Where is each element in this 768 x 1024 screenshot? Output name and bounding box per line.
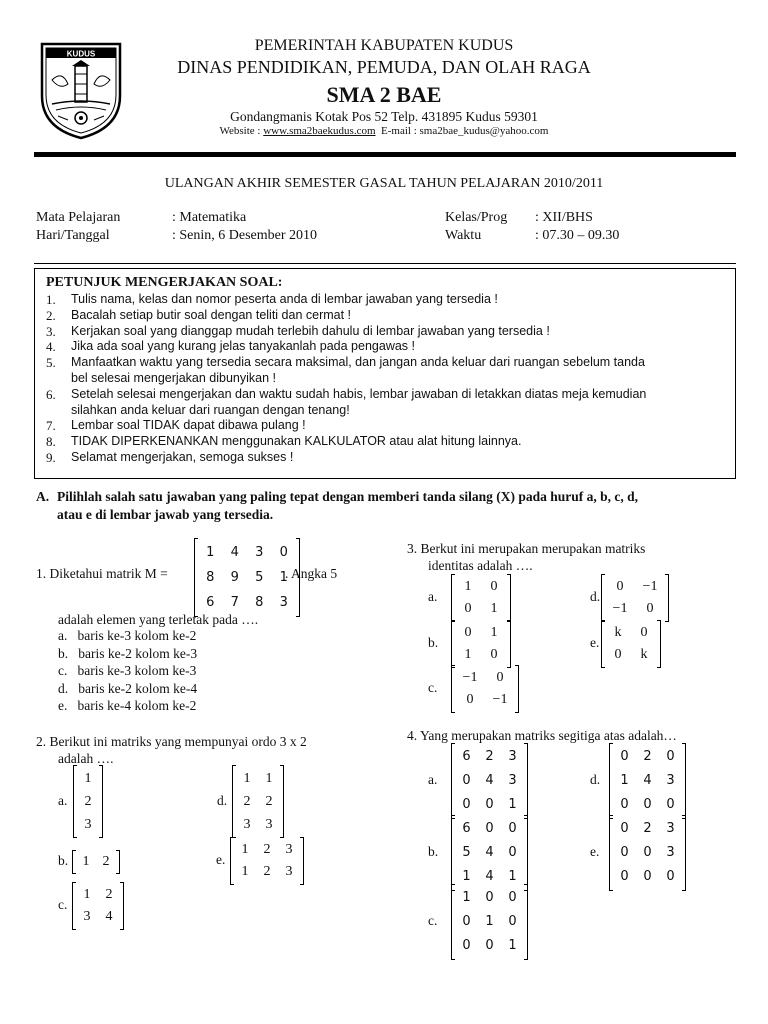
matrix-cell: 0 [508, 845, 517, 860]
matrix-cell: 3 [666, 821, 675, 836]
option-label[interactable]: e. [216, 852, 226, 867]
matrix-cell: 0 [620, 797, 629, 812]
q3-matrix-b [451, 620, 511, 668]
header-line1: PEMERINTAH KABUPATEN KUDUS [254, 37, 514, 54]
instruction-number: 6. [46, 386, 56, 402]
matrix-cell: 0 [485, 938, 494, 953]
matrix-cell: 1 [620, 773, 629, 788]
matrix-cell: 6 [462, 749, 471, 764]
time-label: Waktu [445, 228, 482, 243]
matrix-right-bracket [524, 743, 528, 819]
option-label[interactable]: c. [428, 680, 438, 695]
q1-matrix [194, 538, 300, 617]
matrix-cell: 1 [243, 770, 251, 786]
website-link[interactable]: www.sma2baekudus.com [263, 125, 376, 137]
matrix-cell: 0 [620, 749, 629, 764]
q3-matrix-d [601, 574, 669, 622]
matrix-cell: 4 [485, 845, 494, 860]
matrix-cell: 0 [490, 647, 498, 662]
instruction-text: silahkan anda keluar dari ruangan dengan tenang! [71, 402, 350, 417]
q2-matrix-a [73, 765, 103, 838]
section-a-instruction-1: Pilihlah salah satu jawaban yang paling tepat dengan memberi tanda silang (X) pada huruf a, b, c, d, [57, 489, 638, 504]
matrix-cell: 2 [265, 793, 273, 809]
instruction-text: Setelah selesai mengerjakan dan waktu sudah habis, lembar jawaban di letakkan diatas meja kemudian [71, 386, 647, 401]
matrix-cell: 2 [643, 749, 652, 764]
section-a-instruction-2: atau e di lembar jawab yang tersedia. [57, 507, 274, 522]
q4-matrix-e [609, 815, 686, 891]
matrix-right-bracket [116, 850, 120, 874]
matrix-cell: 3 [508, 749, 517, 764]
matrix-cell: 0 [466, 692, 474, 707]
instruction-number: 7. [46, 418, 56, 434]
matrix-cell: 0 [643, 869, 652, 884]
matrix-cell: 0 [666, 749, 675, 764]
instruction-number: 2. [46, 307, 56, 323]
class-label: Kelas/Prog [445, 210, 508, 225]
matrix-cell: 9 [230, 569, 239, 585]
matrix-cell: 3 [666, 773, 675, 788]
instruction-item [46, 308, 726, 324]
matrix-cell: 4 [485, 869, 494, 884]
q1-stem-post: . Angka 5 [285, 566, 338, 581]
matrix-cell: 0 [462, 797, 471, 812]
school-name: SMA 2 BAE [326, 82, 442, 107]
instructions-list [46, 292, 726, 466]
instruction-item [46, 450, 726, 466]
header-line2: DINAS PENDIDIKAN, PEMUDA, DAN OLAH RAGA [177, 57, 591, 77]
matrix-cell: −1 [492, 692, 508, 707]
matrix-cell: 1 [508, 797, 517, 812]
matrix-cell: 4 [643, 773, 652, 788]
matrix-cell: 5 [255, 569, 264, 585]
matrix-cell: 0 [496, 670, 504, 685]
matrix-cell: 3 [285, 864, 293, 879]
school-address: Gondangmanis Kotak Pos 52 Telp. 431895 Kudus 59301 [230, 109, 538, 124]
matrix-cell: 1 [241, 864, 249, 879]
time-value: : 07.30 – 09.30 [535, 228, 620, 243]
q1-stem-2: adalah elemen yang terletak pada …. [58, 612, 259, 627]
instruction-text: Manfaatkan waktu yang tersedia secara maksimal, dan jangan anda keluar dari ruangan sebelum tanda [71, 355, 645, 370]
instruction-text: Jika ada soal yang kurang jelas tanyakanlah pada pengawas ! [71, 339, 415, 354]
matrix-cell: 1 [462, 869, 471, 884]
matrix-cell: 3 [243, 816, 251, 832]
matrix-cell: 1 [508, 938, 517, 953]
matrix-cell: 0 [508, 890, 517, 905]
instruction-item [46, 418, 726, 434]
day-label: Hari/Tanggal [36, 228, 110, 243]
matrix-right-bracket [296, 538, 300, 617]
matrix-cell: 0 [646, 601, 654, 616]
matrix-right-bracket [507, 620, 511, 668]
matrix-right-bracket [665, 574, 669, 622]
matrix-cell: 0 [464, 601, 472, 616]
matrix-right-bracket [515, 665, 519, 713]
matrix-cell: 1 [490, 625, 498, 640]
q2-matrix-e [230, 837, 304, 885]
matrix-cell: 1 [265, 770, 273, 786]
matrix-cell: 1 [241, 842, 249, 857]
section-a-label: A. [36, 489, 50, 504]
q3-stem-2: identitas adalah …. [428, 558, 533, 573]
matrix-cell: 2 [263, 864, 271, 879]
matrix-right-bracket [280, 765, 284, 838]
matrix-right-bracket [682, 815, 686, 891]
instruction-item [46, 434, 726, 450]
instruction-text: bel selesai mengerjakan dibunyikan ! [71, 370, 276, 385]
q1-option[interactable]: e. baris ke-4 kolom ke-2 [58, 698, 197, 713]
option-label[interactable]: c. [58, 897, 68, 912]
matrix-cell: 0 [640, 625, 648, 640]
matrix-cell: 3 [84, 816, 92, 832]
matrix-cell: 4 [105, 909, 113, 924]
option-label[interactable]: b. [58, 853, 69, 868]
matrix-cell: 4 [230, 544, 239, 560]
option-label[interactable]: d. [590, 589, 601, 604]
matrix-cell: 2 [485, 749, 494, 764]
matrix-right-bracket [682, 743, 686, 819]
matrix-cell: k [640, 647, 648, 662]
matrix-cell: 0 [614, 647, 622, 662]
subject-label: Mata Pelajaran [36, 210, 121, 225]
q4-matrix-a [451, 743, 528, 819]
q3-matrix-a [451, 574, 511, 622]
q1-option[interactable]: c. baris ke-3 kolom ke-3 [58, 663, 197, 678]
matrix-cell: 8 [255, 594, 264, 610]
q4-matrix-d [609, 743, 686, 819]
q4-matrix-b [451, 815, 528, 891]
matrix-cell: 1 [490, 601, 498, 616]
instruction-text: Lembar soal TIDAK dapat dibawa pulang ! [71, 418, 306, 433]
q2-matrix-d [232, 765, 284, 838]
instruction-number: 3. [46, 323, 56, 339]
meta-divider [34, 263, 736, 264]
matrix-cell: 0 [485, 890, 494, 905]
matrix-cell: 1 [84, 770, 92, 786]
matrix-cell: 0 [462, 773, 471, 788]
matrix-cell: 0 [666, 869, 675, 884]
matrix-cell: 8 [206, 569, 215, 585]
instruction-item [46, 292, 726, 308]
matrix-cell: −1 [462, 670, 478, 685]
option-label[interactable]: a. [428, 772, 438, 787]
matrix-cell: 0 [490, 579, 498, 594]
matrix-cell: 0 [666, 797, 675, 812]
instruction-number: 5. [46, 355, 56, 371]
matrix-right-bracket [657, 620, 661, 668]
instruction-item [46, 403, 726, 419]
option-label[interactable]: e. [590, 635, 600, 650]
matrix-right-bracket [99, 765, 103, 838]
instruction-text: Bacalah setiap butir soal dengan teliti dan cermat ! [71, 307, 352, 322]
instruction-number: 4. [46, 339, 56, 355]
q3-matrix-c [451, 665, 519, 713]
q1-option[interactable]: b. baris ke-2 kolom ke-3 [58, 645, 198, 661]
website-label: Website : [219, 125, 264, 137]
matrix-cell: 0 [643, 797, 652, 812]
matrix-cell: 0 [620, 845, 629, 860]
matrix-cell: 2 [243, 793, 251, 809]
matrix-cell: k [614, 625, 622, 640]
matrix-cell: 7 [230, 594, 239, 610]
matrix-cell: 0 [508, 821, 517, 836]
instruction-number: 9. [46, 449, 56, 465]
q2-matrix-c [72, 882, 124, 930]
q1-option[interactable]: d. baris ke-2 kolom ke-4 [58, 680, 198, 696]
matrix-right-bracket [120, 882, 124, 930]
matrix-cell: 1 [508, 869, 517, 884]
q3-stem: 3. Berkut ini merupakan merupakan matriks [407, 541, 646, 556]
instruction-number: 8. [46, 434, 56, 450]
matrix-cell: 1 [82, 854, 90, 869]
matrix-cell: 2 [105, 887, 113, 902]
matrix-cell: 2 [84, 793, 92, 809]
q1-option[interactable]: a. baris ke-3 kolom ke-2 [58, 628, 197, 643]
matrix-cell: 0 [620, 869, 629, 884]
option-label[interactable]: a. [58, 792, 68, 808]
instruction-item [46, 339, 726, 355]
matrix-cell: 2 [102, 854, 110, 869]
matrix-cell: 3 [508, 773, 517, 788]
matrix-cell: 3 [83, 909, 91, 924]
header-divider [34, 152, 736, 157]
matrix-right-bracket [300, 837, 304, 885]
matrix-cell: 3 [279, 594, 288, 610]
matrix-cell: 0 [485, 797, 494, 812]
matrix-cell: 0 [620, 821, 629, 836]
instruction-item [46, 355, 726, 371]
q2-stem-2: adalah …. [58, 751, 114, 766]
exam-title: ULANGAN AKHIR SEMESTER GASAL TAHUN PELAJARAN 2010/2011 [164, 176, 604, 191]
instruction-number: 1. [46, 292, 56, 307]
matrix-right-bracket [507, 574, 511, 622]
matrix-cell: 3 [666, 845, 675, 860]
option-label[interactable]: b. [428, 635, 439, 650]
instructions-title: PETUNJUK MENGERJAKAN SOAL: [46, 275, 283, 290]
option-label[interactable]: a. [428, 589, 438, 604]
email-text: E-mail : sma2bae_kudus@yahoo.com [375, 125, 549, 137]
matrix-cell: 3 [285, 842, 293, 857]
q2-matrix-b [72, 850, 120, 874]
matrix-cell: 1 [462, 890, 471, 905]
matrix-cell: 3 [265, 816, 273, 832]
matrix-cell: 3 [255, 544, 264, 560]
option-label[interactable]: e. [590, 844, 600, 859]
matrix-cell: 0 [279, 544, 288, 560]
matrix-cell: 1 [485, 914, 494, 929]
instruction-text: Tulis nama, kelas dan nomor peserta anda di lembar jawaban yang tersedia ! [71, 292, 498, 306]
instruction-text: TIDAK DIPERKENANKAN menggunakan KALKULATOR atau alat hitung lainnya. [71, 434, 522, 449]
option-label[interactable]: d. [217, 792, 228, 808]
matrix-cell: 0 [462, 914, 471, 929]
matrix-cell: 2 [263, 842, 271, 857]
svg-text:KUDUS: KUDUS [66, 49, 96, 59]
q3-matrix-e [601, 620, 661, 668]
matrix-cell: 2 [643, 821, 652, 836]
instruction-item [46, 387, 726, 403]
subject-value: : Matematika [172, 210, 247, 225]
day-value: : Senin, 6 Desember 2010 [172, 228, 318, 243]
instruction-text: Kerjakan soal yang dianggap mudah terlebih dahulu di lembar jawaban yang tersedia ! [71, 323, 550, 338]
matrix-cell: 4 [485, 773, 494, 788]
matrix-cell: 1 [464, 579, 472, 594]
q4-stem: 4. Yang merupakan matriks segitiga atas adalah… [407, 728, 677, 743]
matrix-cell: −1 [642, 579, 658, 594]
matrix-cell: 0 [462, 938, 471, 953]
matrix-cell: 1 [464, 647, 472, 662]
matrix-cell: 0 [508, 914, 517, 929]
q1-stem: 1. Diketahui matrik M = [36, 566, 168, 581]
matrix-cell: 6 [206, 594, 215, 610]
matrix-cell: 6 [462, 821, 471, 836]
option-label[interactable]: b. [428, 844, 439, 859]
matrix-cell: −1 [612, 601, 628, 616]
matrix-right-bracket [524, 815, 528, 891]
matrix-cell: 1 [83, 887, 91, 902]
matrix-cell: 0 [464, 625, 472, 640]
matrix-cell: 0 [485, 821, 494, 836]
q2-stem: 2. Berikut ini matriks yang mempunyai ordo 3 x 2 [36, 734, 307, 749]
matrix-cell: 1 [279, 569, 288, 585]
matrix-cell: 0 [643, 845, 652, 860]
instruction-item [46, 324, 726, 340]
matrix-cell: 5 [462, 845, 471, 860]
option-label[interactable]: c. [428, 913, 438, 928]
matrix-right-bracket [524, 884, 528, 960]
option-label[interactable]: d. [590, 772, 601, 787]
matrix-cell: 1 [206, 544, 215, 560]
class-value: : XII/BHS [535, 210, 593, 225]
matrix-cell: 0 [616, 579, 624, 594]
school-contact [0, 125, 768, 137]
instruction-text: Selamat mengerjakan, semoga sukses ! [71, 449, 294, 464]
q4-matrix-c [451, 884, 528, 960]
instruction-item [46, 371, 726, 387]
